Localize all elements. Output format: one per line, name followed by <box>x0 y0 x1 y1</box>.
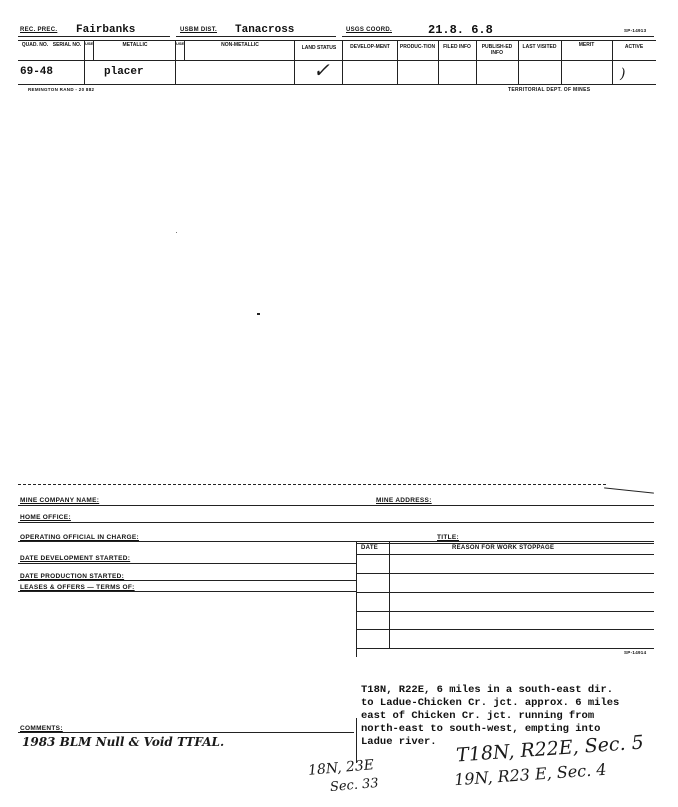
comments-label: COMMENTS: <box>20 725 63 732</box>
development-label: DEVELOP-MENT <box>350 44 390 50</box>
production-label: PRODUC-TION <box>399 44 436 50</box>
usgs-coord-label: USGS COORD. <box>346 27 392 33</box>
date-development-label: DATE DEVELOPMENT STARTED: <box>20 555 131 562</box>
quad-serial-value: 69-48 <box>20 66 54 78</box>
footer-right: TERRITORIAL DEPT. OF MINES <box>508 87 591 93</box>
reason-col-header: REASON FOR WORK STOPPAGE <box>452 545 555 551</box>
date-col-header: DATE <box>361 545 379 551</box>
merit-label: MERIT <box>578 42 595 48</box>
form-number: SP-14913 <box>624 28 647 33</box>
usbm-dist-label: USBM DIST. <box>180 27 218 33</box>
mine-address-label: MINE ADDRESS: <box>376 497 432 504</box>
active-mark-icon: ) <box>620 66 626 82</box>
use2-label: USE <box>176 41 185 46</box>
handwritten-note-3a: 18N, 23E <box>307 757 375 779</box>
usgs-coord-value: 21.8. 6.8 <box>428 23 493 37</box>
active-label: ACTIVE <box>624 44 644 50</box>
title-label: TITLE: <box>437 534 460 541</box>
home-office-label: HOME OFFICE: <box>20 514 71 521</box>
form-number-2: SP-14914 <box>624 650 647 655</box>
metallic-value: placer <box>104 66 144 78</box>
operating-official-label: OPERATING OFFICIAL IN CHARGE: <box>20 534 139 541</box>
metallic-label: METALLIC <box>122 42 148 48</box>
mine-company-label: MINE COMPANY NAME: <box>20 497 100 504</box>
last-visited-label: LAST VISITED <box>522 44 557 50</box>
handwritten-note-1: T18N, R22E, Sec. 5 <box>455 731 645 767</box>
usbm-dist-value: Tanacross <box>235 24 295 36</box>
description-line: T18N, R22E, 6 miles in a south-east dir. <box>361 684 614 696</box>
footer-left: REMINGTON RAND - 20 882 <box>28 87 95 92</box>
speck <box>176 232 177 233</box>
rec-prec-value: Fairbanks <box>76 24 136 36</box>
leases-label: LEASES & OFFERS — TERMS OF: <box>20 584 135 591</box>
date-production-label: DATE PRODUCTION STARTED: <box>20 573 125 580</box>
description-line: to Ladue-Chicken Cr. jct. approx. 6 miles <box>361 697 620 709</box>
speck <box>257 313 260 315</box>
comments-handwritten: 1983 BLM Null & Void TTFAL. <box>22 735 225 749</box>
land-status-label: LAND STATUS <box>301 45 337 51</box>
description-line: Ladue river. <box>361 736 437 748</box>
land-status-checkmark: ✓ <box>313 58 330 82</box>
use-label: USE <box>85 41 94 46</box>
published-info-label: PUBLISH-ED INFO <box>481 44 513 56</box>
description-line: north-east to south-west, empting into <box>361 723 601 735</box>
quad-label: QUAD. NO. <box>21 42 49 48</box>
description-line: east of Chicken Cr. jct. running from <box>361 710 595 722</box>
handwritten-note-2: 19N, R23 E, Sec. 4 <box>453 759 608 790</box>
handwritten-note-3b: Sec. 33 <box>329 775 380 796</box>
filed-info-label: FILED INFO <box>443 44 471 50</box>
rec-prec-label: REC. PREC. <box>20 27 58 33</box>
nonmetallic-label: NON-METALLIC <box>221 42 259 48</box>
serial-label: SERIAL NO. <box>52 42 82 48</box>
